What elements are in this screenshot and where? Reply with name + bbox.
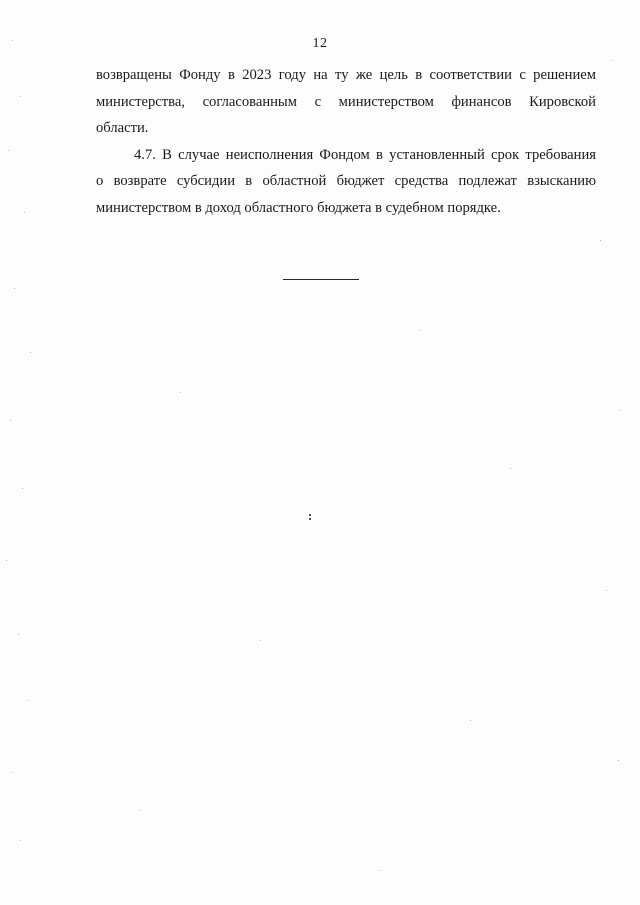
text-line: министерства, согласованным с министерством финансов Кировской: [96, 93, 596, 110]
end-of-document-rule: [283, 279, 359, 280]
document-body: [96, 62, 596, 221]
page-number: 12: [312, 36, 328, 51]
paragraph-4-7: [96, 142, 596, 222]
text-line: возвращены Фонду в 2023 году на ту же цель в соответствии с решением: [96, 67, 596, 83]
text-line: министерством в доход областного бюджета в судебном порядке.: [96, 199, 501, 216]
text-line: области.: [96, 120, 149, 136]
text-line: 4.7. В случае неисполнения Фондом в установленный срок требования: [134, 146, 596, 163]
scan-artifact: [309, 514, 311, 523]
text-line: о возврате субсидии в областной бюджет средства подлежат взысканию: [96, 173, 596, 189]
paragraph-continuation: [96, 62, 596, 142]
